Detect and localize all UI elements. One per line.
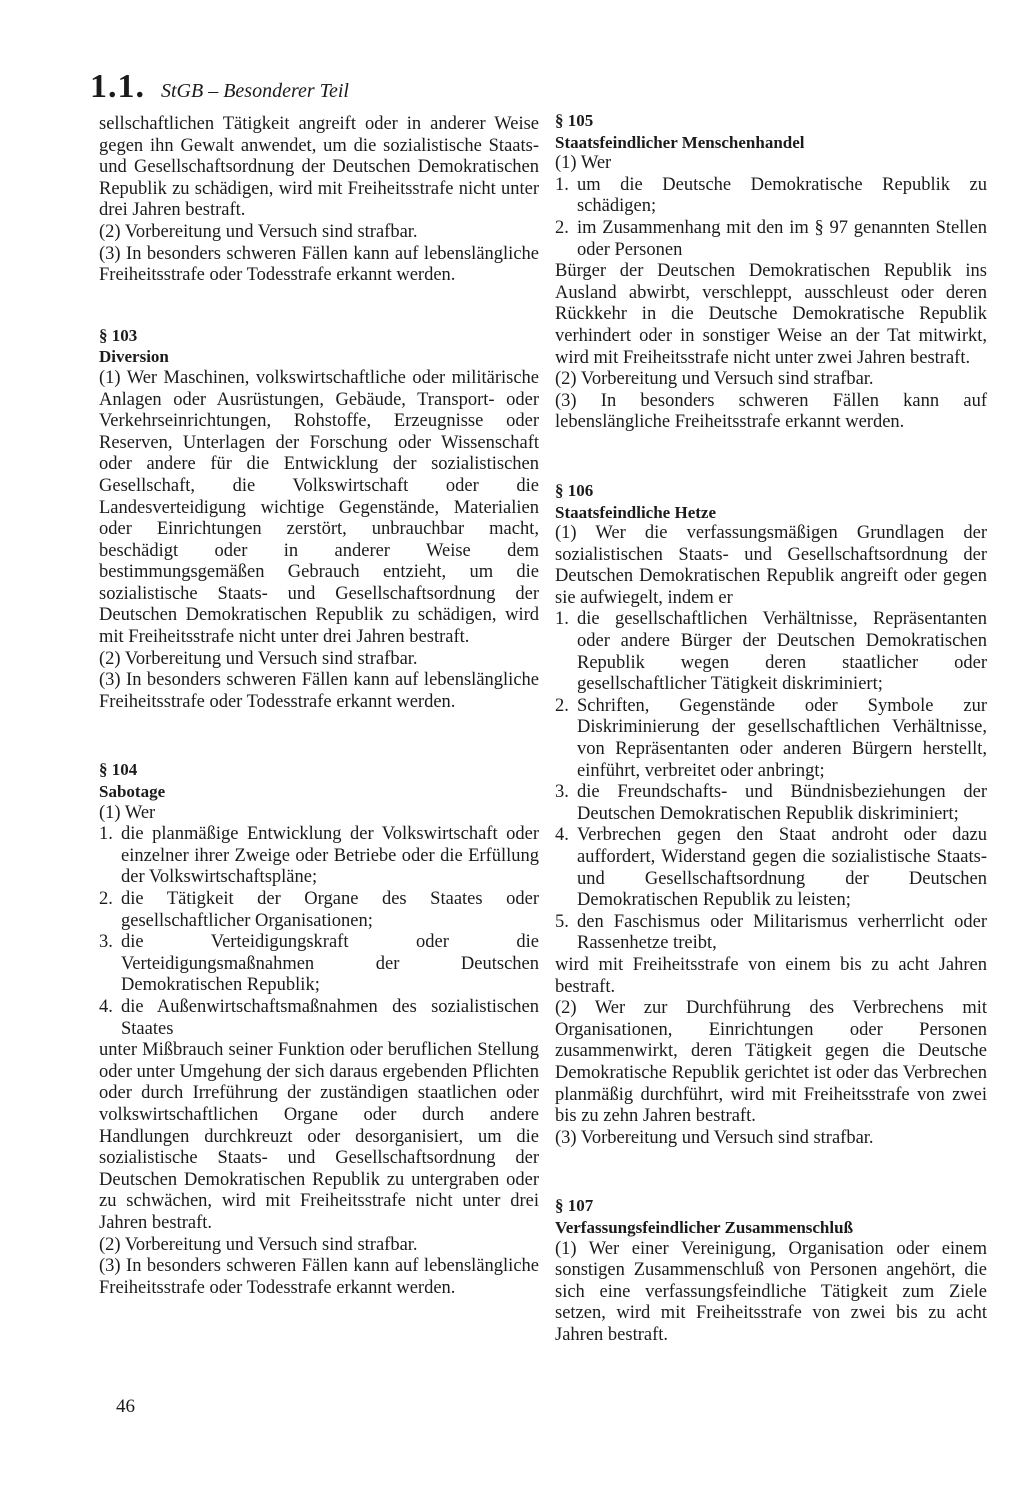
section-title: Verfassungsfeindlicher Zusammenschluß: [555, 1217, 854, 1237]
paragraph: (1) Wer Maschinen, volkswirtschaftliche oder militärische Anlagen oder Ausrüstungen, Gebäude, Transport- oder Verkehrseinrichtungen, Rohstoffe, Erzeugnisse oder Reserven, Unterlagen der Forschung oder Wissenschaft oder andere für die Entwicklung der sozialistischen Gesellschaft, die Volkswirtschaft oder die Landesverteidigung wichtige Gegenstände, Materialien oder Einrichtungen zerstört, unbrauchbar macht, beschädigt oder in anderer Weise dem bestimmungsgemäßen Gebrauch entzieht, um die sozialistische Staats- und Gesellschaftsordnung der Deutschen Demokratischen Republik zu schädigen, wird mit Freiheitsstrafe nicht unter drei Jahren bestraft.: [99, 367, 539, 648]
list-item-number: 1.: [555, 609, 569, 630]
paragraph-tail: Bürger der Deutschen Demokratischen Republik ins Ausland abwirbt, verschleppt, ausschleust oder deren Rückkehr in die Deutsche Demokratische Republik verhindert oder in sonstiger Weise an der Tat mitwirkt, wird mit Freiheitsstrafe nicht unter zwei Jahren bestraft.: [555, 261, 987, 368]
list-item-number: 2.: [555, 695, 569, 716]
section-number: § 107: [555, 1196, 594, 1216]
list-item: [99, 824, 539, 889]
enumerated-list: [99, 824, 539, 1040]
list-item-text: die planmäßige Entwicklung der Volkswirtschaft oder einzelner ihrer Zweige oder Betriebe oder die Erfüllung der Volkswirtschaftspläne;: [121, 824, 539, 888]
list-item: [555, 912, 987, 955]
section-107: [555, 1195, 987, 1346]
section-number: § 103: [99, 325, 138, 345]
left-column: [99, 114, 539, 1345]
paragraph: (2) Vorbereitung und Versuch sind strafbar.: [99, 648, 418, 669]
paragraph: (3) In besonders schweren Fällen kann auf lebenslängliche Freiheitsstrafe oder Todesstrafe erkannt werden.: [99, 670, 539, 712]
paragraph: (3) In besonders schweren Fällen kann auf lebenslängliche Freiheitsstrafe erkannt werden.: [555, 390, 987, 433]
running-title: StGB – Besonderer Teil: [161, 80, 349, 102]
list-item-text: Schriften, Gegenstände oder Symbole zur Diskriminierung der gesellschaftlichen Verhältnisse, von Repräsentanten oder anderen Bürgern herstellt, einführt, verbreitet oder anbringt;: [577, 695, 987, 781]
list-item-number: 2.: [555, 217, 569, 238]
paragraph: (3) In besonders schweren Fällen kann auf lebenslängliche Freiheitsstrafe oder Todesstrafe erkannt werden.: [99, 243, 539, 286]
paragraph: (2) Vorbereitung und Versuch sind strafbar.: [99, 1234, 418, 1255]
list-item: [555, 782, 987, 825]
page-number: 46: [116, 1396, 135, 1417]
list-item: [555, 218, 987, 261]
enumerated-list: [555, 609, 987, 955]
enumerated-list: [555, 175, 987, 261]
chapter-number: 1.1.: [90, 68, 145, 105]
list-item-number: 4.: [99, 996, 113, 1017]
paragraph-intro: (1) Wer: [99, 802, 156, 823]
list-item-text: die Freundschafts- und Bündnisbeziehungen der Deutschen Demokratischen Republik diskriminiert;: [577, 782, 987, 824]
section-title: Staatsfeindlicher Menschenhandel: [555, 132, 805, 152]
section-106: [555, 480, 987, 1149]
paragraph: (2) Wer zur Durchführung des Verbrechens mit Organisationen, Einrichtungen oder Personen zusammenwirkt, deren Tätigkeit gegen die Deutsche Demokratische Republik gerichtet ist oder das Verbrechen planmäßig durchführt, wird mit Freiheitsstrafe von zwei bis zu zehn Jahren bestraft.: [555, 998, 987, 1127]
paragraph-tail: unter Mißbrauch seiner Funktion oder beruflichen Stellung oder unter Umgehung der sich daraus ergebenden Pflichten oder durch Irreführung der zuständigen staatlichen oder volkswirtschaftlichen Organe oder durch andere Handlungen durchkreuzt oder desorganisiert, um die sozialistische Staats- und Gesellschaftsordnung der Deutschen Demokratischen Republik zu untergraben oder zu schwächen, wird mit Freiheitsstrafe nicht unter drei Jahren bestraft.: [99, 1040, 539, 1233]
list-item-text: Verbrechen gegen den Staat androht oder dazu auffordert, Widerstand gegen die sozialistische Staats- und Gesellschaftsordnung der Deutschen Demokratischen Republik zu leisten;: [577, 825, 987, 911]
paragraph: (3) Vorbereitung und Versuch sind strafbar.: [555, 1127, 874, 1148]
paragraph: sellschaftlichen Tätigkeit angreift oder in anderer Weise gegen ihn Gewalt anwendet, um die sozialistische Staats- und Gesellschaftsordnung der Deutschen Demokratischen Republik zu schädigen, wird mit Freiheitsstrafe nicht unter drei Jahren bestraft.: [99, 114, 539, 221]
list-item-number: 3.: [99, 932, 113, 953]
paragraph: (1) Wer einer Vereinigung, Organisation oder einem sonstigen Zusammenschluß von Personen angehört, die sich eine verfassungsfeindliche Tätigkeit zum Ziele setzen, wird mit Freiheitsstrafe von zwei bis zu acht Jahren bestraft.: [555, 1238, 987, 1345]
section-title: Staatsfeindliche Hetze: [555, 502, 716, 522]
list-item-number: 3.: [555, 782, 569, 803]
section-number: § 106: [555, 480, 594, 500]
list-item: [555, 175, 987, 218]
list-item-number: 2.: [99, 889, 113, 909]
section-title: Diversion: [99, 347, 169, 367]
paragraph: (3) In besonders schweren Fällen kann auf lebenslängliche Freiheitsstrafe oder Todesstrafe erkannt werden.: [99, 1256, 539, 1298]
list-item-number: 5.: [555, 911, 569, 932]
list-item-text: um die Deutsche Demokratische Republik zu schädigen;: [577, 174, 987, 217]
section-105: [555, 110, 987, 434]
list-item-text: die Außenwirtschaftsmaßnahmen des sozialistischen Staates: [121, 996, 539, 1039]
list-item-text: die Tätigkeit der Organe des Staates oder gesellschaftlicher Organisationen;: [121, 889, 539, 931]
list-item-text: im Zusammenhang mit den im § 97 genannten Stellen oder Personen: [577, 217, 987, 260]
section-103: [99, 325, 539, 714]
section-102-continuation: [99, 114, 539, 287]
right-column: [555, 110, 987, 1392]
list-item: [555, 696, 987, 782]
list-item-number: 4.: [555, 825, 569, 846]
list-item: [99, 889, 539, 932]
section-number: § 105: [555, 111, 594, 130]
list-item: [555, 609, 987, 695]
list-item: [555, 825, 987, 911]
list-item-text: den Faschismus oder Militarismus verherrlicht oder Rassenhetze treibt,: [577, 911, 987, 954]
paragraph-intro: (1) Wer die verfassungsmäßigen Grundlagen der sozialistischen Staats- und Gesellschaftsordnung der Deutschen Demokratischen Republik angreift oder gegen sie aufwiegelt, indem er: [555, 523, 987, 608]
paragraph-tail: wird mit Freiheitsstrafe von einem bis zu acht Jahren bestraft.: [555, 954, 987, 997]
section-title: Sabotage: [99, 782, 166, 802]
list-item: [99, 932, 539, 997]
list-item-number: 1.: [99, 824, 113, 845]
list-item-text: die Verteidigungskraft oder die Verteidigungsmaßnahmen der Deutschen Demokratischen Republik;: [121, 932, 539, 996]
section-104: [99, 759, 539, 1299]
paragraph: (2) Vorbereitung und Versuch sind strafbar.: [555, 369, 874, 390]
section-number: § 104: [99, 760, 138, 780]
list-item: [99, 997, 539, 1040]
paragraph: (2) Vorbereitung und Versuch sind strafbar.: [99, 221, 418, 242]
list-item-number: 1.: [555, 174, 569, 195]
paragraph-intro: (1) Wer: [555, 153, 612, 174]
page-header: [90, 68, 349, 106]
list-item-text: die gesellschaftlichen Verhältnisse, Repräsentanten oder andere Bürger der Deutschen Demokratischen Republik wegen deren staatlicher oder gesellschaftlicher Tätigkeit diskriminiert;: [577, 609, 987, 695]
